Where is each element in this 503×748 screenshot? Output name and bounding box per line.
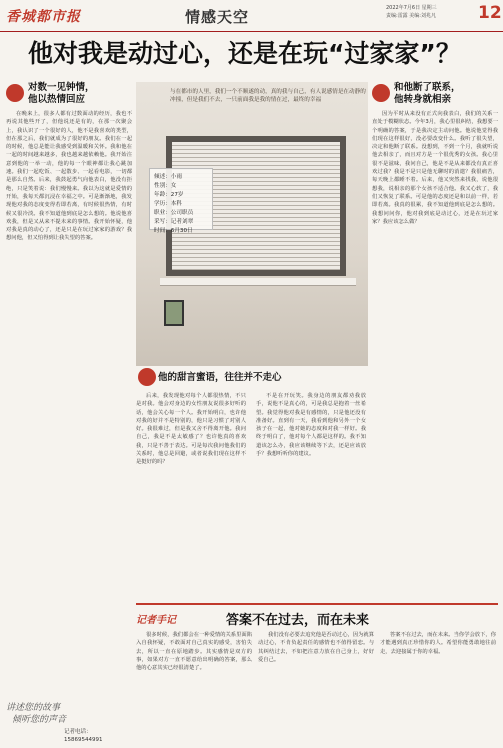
masthead (0, 0, 503, 32)
subhead-badge-icon (372, 84, 390, 102)
photo-caption: 与在都市的人里，我们一个不顺遂的动，真的我与自己，有人说感情是在动静的冲撞，但是我们不去，一只前面我是我的情在过，最终的幸福 (170, 89, 366, 103)
right-subhead (372, 82, 498, 110)
reporter-note-section (136, 603, 498, 743)
subhead-badge-icon (6, 84, 24, 102)
info-gender: 性别：女 (154, 183, 177, 189)
reporter-phone: 15869544991 (64, 737, 103, 743)
reporter-label: 记者电话： (64, 729, 92, 735)
reporter-note-col2: 我们没有必要去追究他是否动过心，因为就算动过心，不肯负起责任的感情也不值得留恋。与其纠结过去，不如把注意力放在自己身上，好好爱自己。 (258, 632, 374, 663)
reporter-note-title: 答案不在过去，而在未来 (226, 613, 370, 628)
reporter-note-label: 记者手记 (136, 615, 176, 626)
issue-editor: 责编:雷露 美编:刘兆凡 (386, 13, 436, 19)
left-article-body: 在晚来上，很多人都有过数面动的经历，我也不再说其他些开了，但他说还是有的，在那一次聚会上，我认识了一个很好的人，他不是我喜欢的类型，但在那之后，我们就成为了很好的朋友。我们在一起的时候，他总是能让我感受到温暖和关怀。我和他在一起的时间越来越多，我也越来越依赖他。我开始注意到他的一举一动，他的每一个眼神都让我心跳加速。我们一起吃饭、一起散步、一起看电影，一切都是那么自然。后来，我鼓起勇气向他表白，他没有拒绝，只是笑着说：我们慢慢来。我以为这就是爱情的开始，我每天都沉浸在幸福之中。可是渐渐地，我发现他对我的态度变得若即若离，有时候很热情，有时候又很冷淡。我不知道他到底是怎么想的。他说他喜欢我，但是又从来不提未来的事情。我开始怀疑，他对我是真的动心了，还是只是在玩过家家的游戏？我想问他，但又怕得到让我失望的答案。 (6, 111, 132, 242)
newspaper-logo: 香城都市报 (6, 9, 81, 25)
photo-window-sill (160, 278, 356, 286)
narrator-info-card (149, 168, 213, 234)
info-education: 学历：本科 (154, 201, 182, 207)
issue-date: 2022年7月6日 星期三 (386, 5, 437, 11)
info-name: 倾述：小雨 (154, 174, 182, 180)
left-column (6, 82, 132, 743)
page-number: 12 (478, 3, 502, 23)
reporter-contact (64, 728, 103, 744)
center-article-col1: 后来，我发现他对每个人都很热情，不只是对我。他会对身边的女性朋友说很多好听的话，他会关心每一个人。我开始明白，也许他对我的好并不是特别的，他只是习惯了对别人好。我很难过，但是我又舍不得离开他。我问自己，我是不是太敏感了？也许他真的喜欢我，只是不善于表达。可是每次我问他我们的关系时，他总是回避，或者说我们现在这样不是挺好的吗？ (136, 393, 246, 466)
center-article-col2: 不是在开玩笑。我身边的朋友都劝我放手，说他不是真心的，可是我总是抱着一丝希望。我觉得他对我是有感情的，只是他还没有准备好。直到有一天，我看到他和另外一个女孩子在一起，他对她的态度和对我一样好。我终于明白了，他对每个人都是这样的。我不知道该怎么办，我应该继续等下去，还是应该放手？我想听听你的建议。 (256, 393, 366, 458)
tagline-line2: 倾听您的声音 (12, 715, 67, 725)
center-subhead: 他的甜言蜜语，往往并不走心 (158, 372, 282, 383)
right-subhead-line2: 他转身就相亲 (394, 94, 452, 105)
left-subhead (6, 82, 132, 110)
tagline-line1: 讲述您的故事 (6, 703, 61, 713)
issue-info (386, 4, 476, 20)
center-subhead-badge-icon (138, 368, 156, 386)
main-headline: 他对我是动过心，还是在玩“过家家”？ (28, 39, 461, 68)
right-subhead-line1: 和他断了联系， (394, 82, 461, 93)
right-column (372, 82, 498, 602)
reporter-note-col3: 答案不在过去，而在未来。当你学会放下，你才能遇到真正珍惜你的人。希望你能勇敢地往前走，去迎接属于你的幸福。 (380, 632, 496, 655)
left-subhead-line1: 对数一见钟情， (28, 82, 95, 93)
right-article-body: 因为平时从来没有正式向我表白，我们的关系一直处于模糊状态。今年3月，我心里很纠结，我想要一个明确的答案，于是我决定主动问他。他说他觉得我们现在这样很好，没必要改变什么。我听了很失望，决定和他断了联系。没想到，不到一个月，我就听说他去相亲了，而且对方是一个很优秀的女孩。我心里很不是滋味，我问自己，他是不是从来都没有真正喜欢过我？我是不是只是他无聊时的消遣？我很痛苦，每天晚上都睡不着。后来，他又突然来找我，说他很想我，说相亲的那个女孩不适合他。我又心软了，我们又恢复了联系。可是他的态度还是和以前一样，若即若离。我真的很累，我不知道他到底是怎么想的。我想问问你，他对我到底是动过心，还是在玩过家家？我应该怎么做？ (372, 111, 498, 225)
info-date: 时间：6月30日 (154, 228, 193, 234)
left-subhead-line2: 他以热情回应 (28, 94, 86, 105)
info-reporter: 采写：记者刘翠 (154, 219, 194, 225)
info-age: 年龄：27岁 (154, 192, 184, 198)
section-title: 情感天空 (185, 8, 250, 26)
info-job: 职业：公司职员 (154, 210, 194, 216)
photo-picture-frame (164, 300, 184, 326)
reporter-note-col1: 很多时候，我们都会在一种爱情的关系里面陷入自我怀疑，不敢面对自己真实的感受，害怕失去，所以一直在原地踏步。其实感情是双方的事，如果对方一直不愿意给出明确的答案，那么他的心意其实已经很清楚了。 (136, 632, 252, 672)
